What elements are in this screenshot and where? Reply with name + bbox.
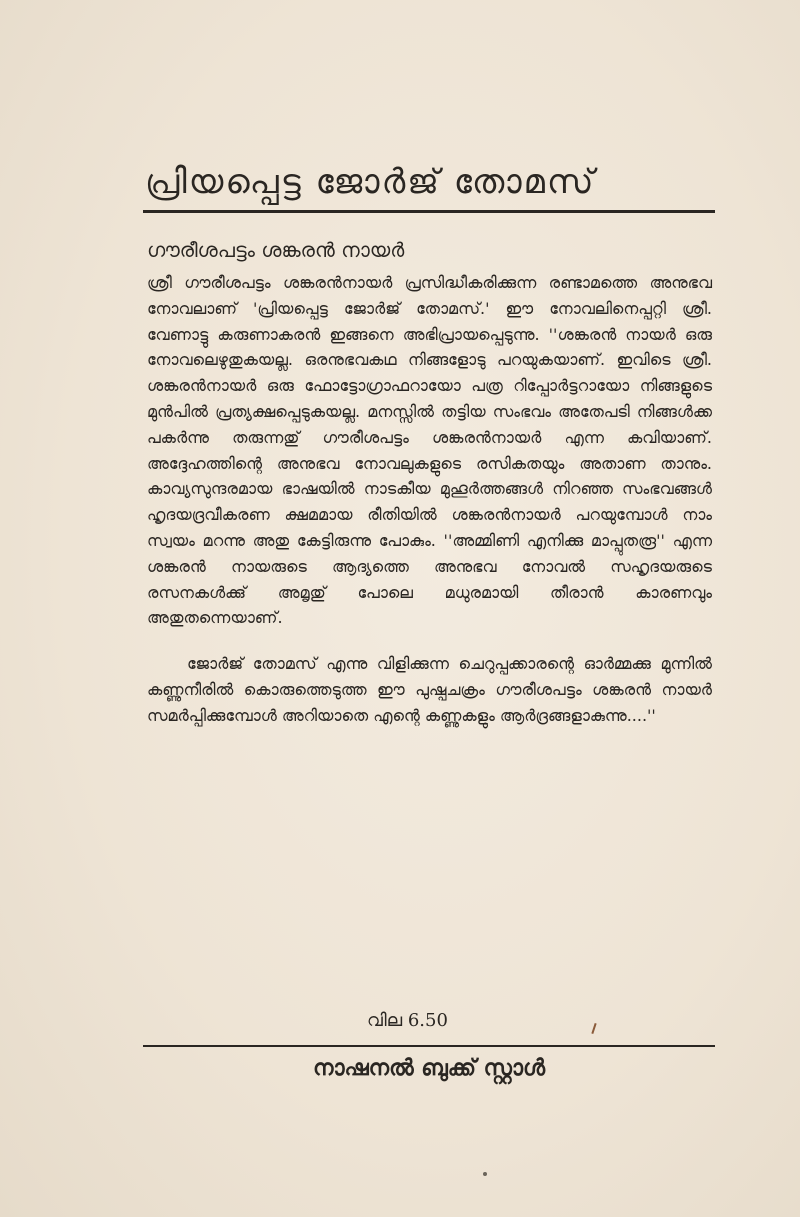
book-title: പ്രിയപ്പെട്ട ജോർജ് തോമസ് — [145, 162, 596, 202]
blurb-paragraph-1: ശ്രീ ഗൗരീശപട്ടം ശങ്കരൻനായർ പ്രസിദ്ധീകരിക്കുന്ന രണ്ടാമത്തെ അനുഭവ നോവലാണ് 'പ്രിയപ്പെട്ട ജോർജ് തോമസ്.' ഈ നോവലിനെപ്പറ്റി ശ്രീ. വേണാട്ടു കരുണാകരൻ ഇങ്ങനെ അഭിപ്രായപ്പെടുന്നു. ''ശങ്കരൻ നായർ ഒരു നോവലെഴുതുകയല്ല. ഒരനുഭവകഥ നിങ്ങളോടു പറയുകയാണ്. ഇവിടെ ശ്രീ. ശങ്കരൻനായർ ഒരു ഫോട്ടോഗ്രാഫറായോ പത്ര റിപ്പോർട്ടറായോ നിങ്ങളുടെ മുൻപിൽ പ്രത്യക്ഷപ്പെടുകയല്ല. മനസ്സിൽ തട്ടിയ സംഭവം അതേപടി നിങ്ങൾക്ക പകർന്നു തരുന്നതു് ഗൗരീശപട്ടം ശങ്കരൻനായർ എന്ന കവിയാണ്. അദ്ദേഹത്തിന്റെ അനുഭവ നോവലുകളുടെ രസികതയും അതാണ താനും. കാവ്യസുന്ദരമായ ഭാഷയിൽ നാടകീയ മുഹൂർത്തങ്ങൾ നിറഞ്ഞ സംഭവങ്ങൾ ഹൃദയദ്രവീകരണ ക്ഷമമായ രീതിയിൽ ശങ്കരൻനായർ പറയുമ്പോൾ നാം സ്വയം മറന്നു അതു കേട്ടിരുന്നു പോകും. ''അമ്മിണി എനിക്കു മാപ്പുതരൂ'' എന്ന ശങ്കരൻ നായരുടെ ആദ്യത്തെ അനുഭവ നോവൽ സഹൃദയരുടെ രസനകൾക്കു് അമൃതു് പോലെ മധുരമായി തീരാൻ കാരണവും അതുതന്നെയാണ്. — [147, 273, 712, 628]
pencil-mark — [591, 1023, 596, 1034]
title-divider — [143, 210, 715, 213]
author-name: ഗൗരീശപട്ടം ശങ്കരൻ നായർ — [147, 238, 405, 262]
price-label: വില 6.50 — [367, 1010, 448, 1031]
blurb-paragraph-2: ജോർജ് തോമസ് എന്നു വിളിക്കുന്ന ചെറുപ്പക്കാരന്റെ ഓർമ്മക്കു മുന്നിൽ കണ്ണുനീരിൽ കൊരുത്തെടുത്ത ഈ പുഷ്പചക്രം ഗൗരീശപട്ടം ശങ്കരൻ നായർ സമർപ്പിക്കുമ്പോൾ അറിയാതെ എന്റെ കണ്ണുകളും ആർദ്രങ്ങളാകുന്നു....'' — [147, 654, 712, 725]
footer-divider — [143, 1045, 715, 1047]
publisher-name: നാഷനൽ ബുക്ക് സ്റ്റാൾ — [312, 1056, 546, 1081]
blurb-text — [147, 270, 712, 729]
ink-dot — [483, 1172, 487, 1176]
